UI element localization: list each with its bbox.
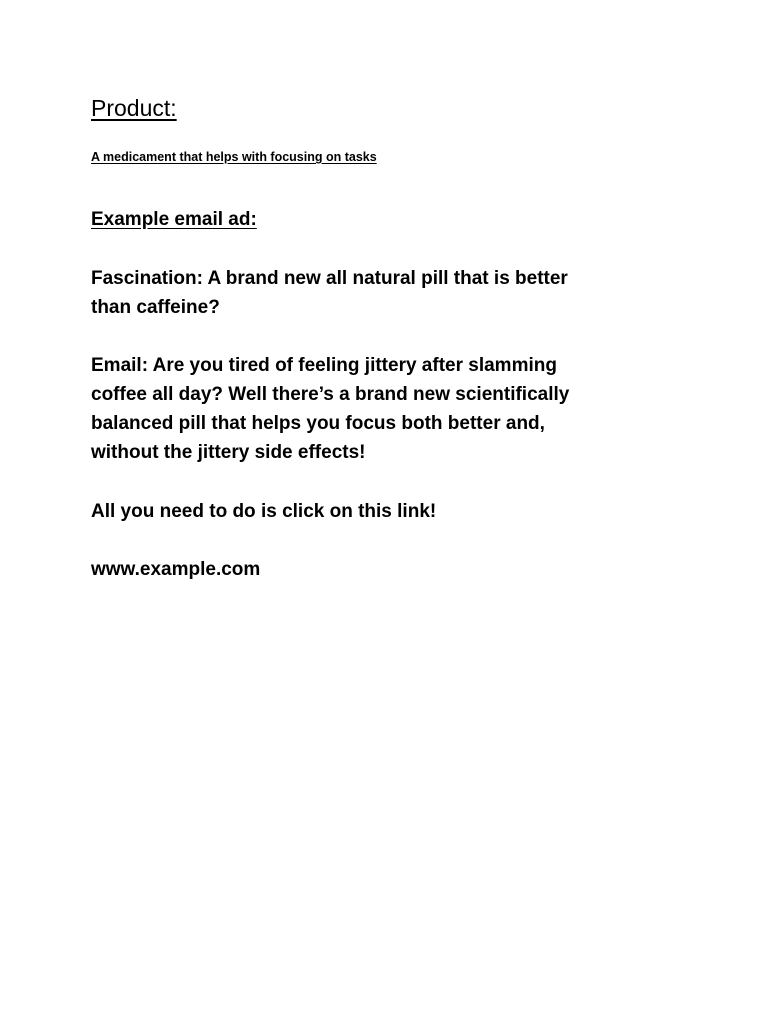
email-line: without the jittery side effects! [91,442,366,463]
example-link[interactable]: www.example.com [91,559,261,580]
product-heading: Product: [91,95,177,121]
email-line: balanced pill that helps you focus both better and, [91,413,545,434]
product-description: A medicament that helps with focusing on tasks [91,150,377,164]
call-to-action: All you need to do is click on this link! [91,501,437,522]
fascination-line: Fascination: A brand new all natural pill that is better [91,268,568,289]
example-email-heading: Example email ad: [91,209,257,230]
fascination-paragraph [91,264,651,322]
email-line: Email: Are you tired of feeling jittery after slamming [91,355,557,376]
email-line: coffee all day? Well there’s a brand new scientifically [91,384,570,405]
fascination-line: than caffeine? [91,297,220,318]
email-paragraph [91,351,651,467]
